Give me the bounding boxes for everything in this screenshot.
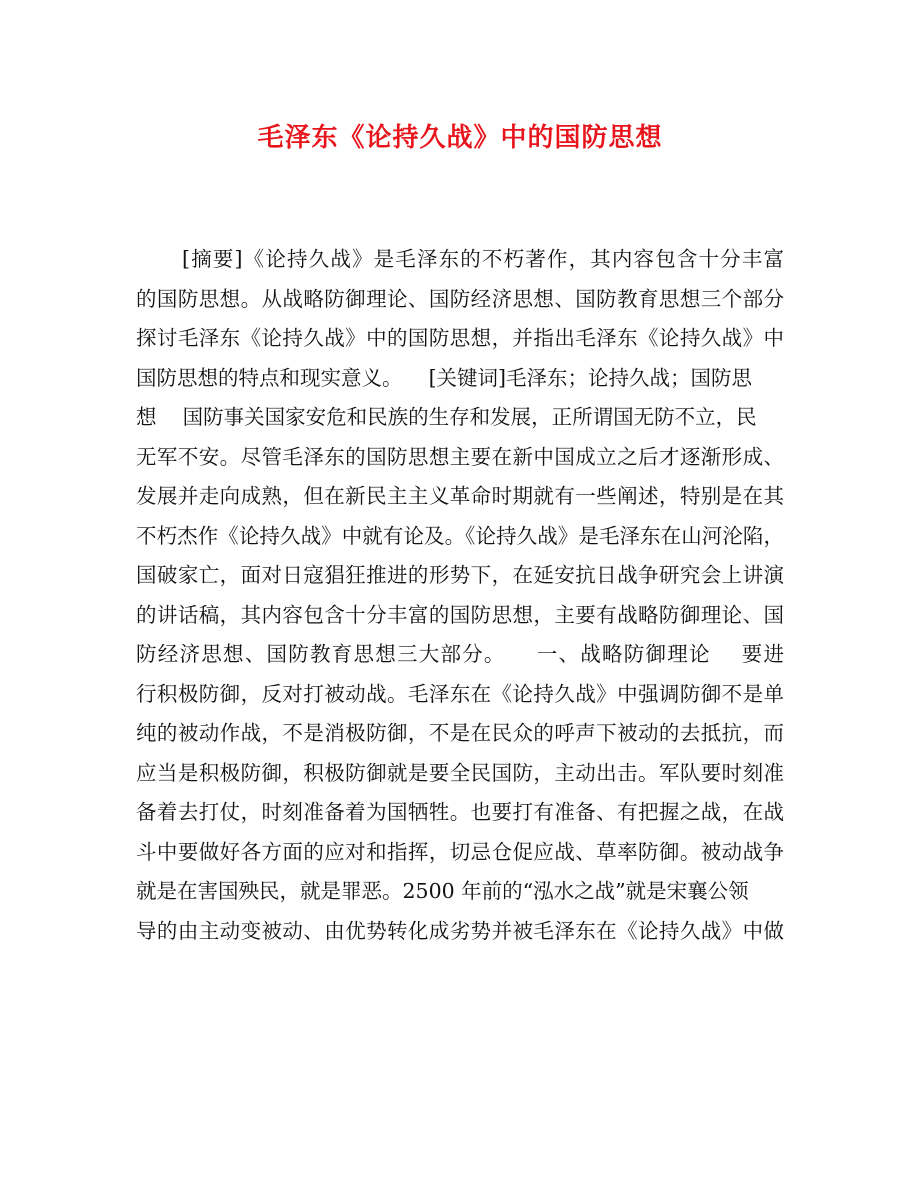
body-line: 发展并走向成熟，但在新民主主义革命时期就有一些阐述，特别是在其 — [136, 484, 784, 508]
body-line: 想 国防事关国家安危和民族的生存和发展，正所谓国无防不立，民 — [136, 405, 757, 429]
document-title: 毛泽东《论持久战》中的国防思想 — [257, 123, 663, 153]
body-line: 国防思想的特点和现实意义。 [关键词]毛泽东；论持久战；国防思 — [136, 365, 753, 390]
body-line: 的国防思想。从战略防御理论、国防经济思想、国防教育思想三个部分 — [136, 286, 784, 311]
document-body — [136, 240, 784, 951]
body-line: [摘要]《论持久战》是毛泽东的不朽著作，其内容包含十分丰富 — [136, 247, 784, 271]
body-line: 备着去打仗，时刻准备着为国牺牲。也要打有准备、有把握之战，在战 — [136, 800, 784, 824]
body-line: 就是在害国殃民，就是罪恶。2500 年前的“泓水之战”就是宋襄公领 — [136, 879, 749, 903]
body-line: 国破家亡，面对日寇猖狂推进的形势下，在延安抗日战争研究会上讲演 — [136, 563, 784, 587]
body-line: 无军不安。尽管毛泽东的国防思想主要在新中国成立之后才逐渐形成、 — [136, 444, 784, 469]
body-line: 纯的被动作战，不是消极防御，不是在民众的呼声下被动的去抵抗，而 — [136, 721, 784, 745]
body-line: 应当是积极防御，积极防御就是要全民国防，主动出击。军队要时刻准 — [136, 760, 784, 785]
body-line: 探讨毛泽东《论持久战》中的国防思想，并指出毛泽东《论持久战》中 — [136, 326, 784, 350]
body-line: 的讲话稿，其内容包含十分丰富的国防思想，主要有战略防御理论、国 — [136, 602, 784, 627]
body-line: 不朽杰作《论持久战》中就有论及。《论持久战》是毛泽东在山河沦陷， — [136, 523, 784, 548]
body-line: 防经济思想、国防教育思想三大部分。 一、战略防御理论 要进 — [136, 642, 784, 666]
body-line: 斗中要做好各方面的应对和指挥，切忌仓促应战、草率防御。被动战争 — [136, 839, 784, 864]
body-line: 行积极防御，反对打被动战。毛泽东在《论持久战》中强调防御不是单 — [136, 681, 784, 706]
body-line: 导的由主动变被动、由优势转化成劣势并被毛泽东在《论持久战》中做 — [136, 918, 784, 943]
